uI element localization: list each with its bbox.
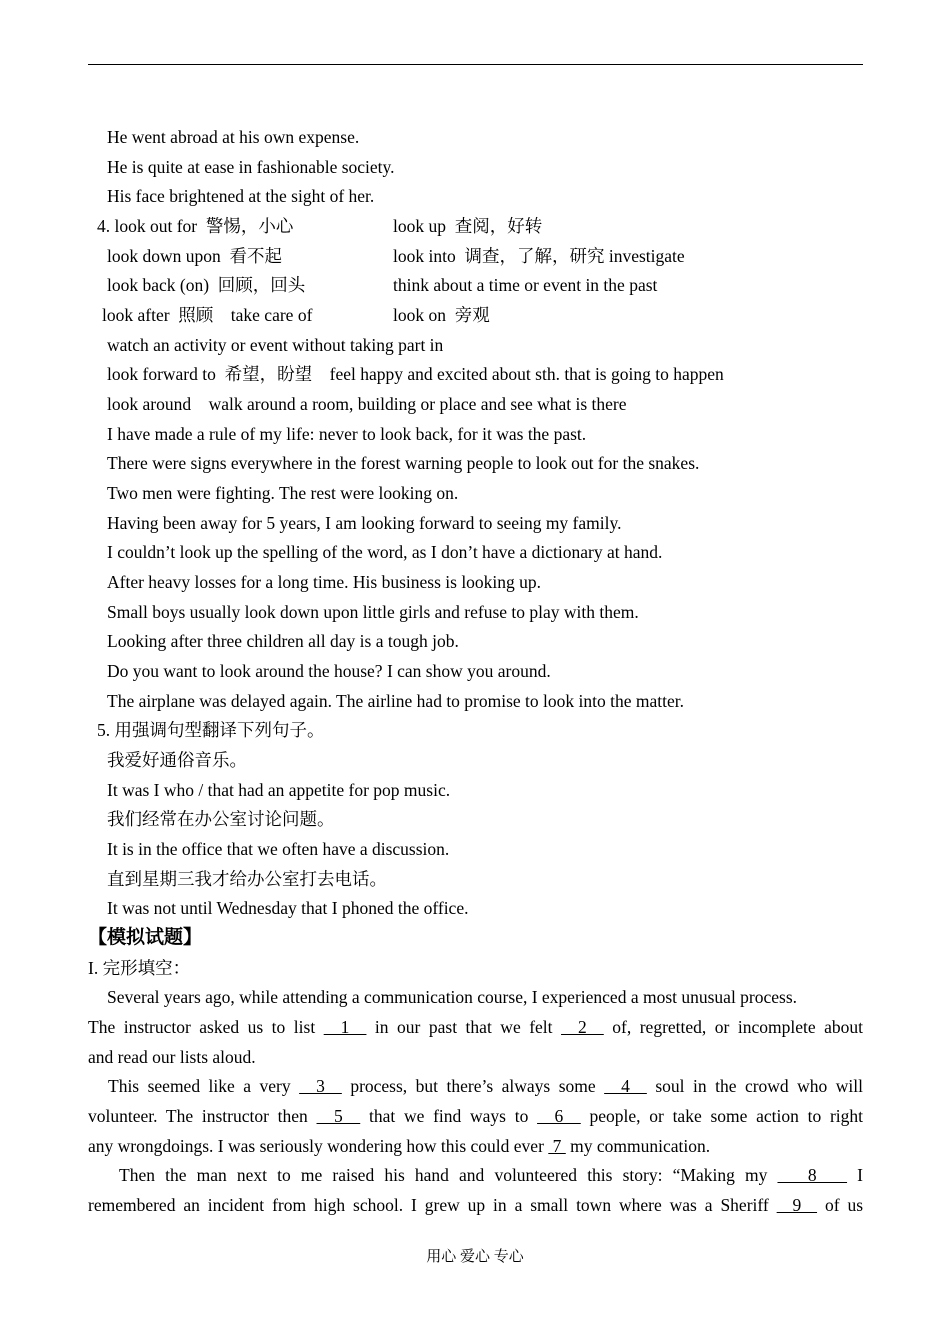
text-line: look back (on) 回顾，回头 <box>107 275 306 295</box>
text-line: look down upon 看不起 <box>107 246 282 266</box>
text-line: look after 照顾 take care of <box>102 305 313 325</box>
text-line: Two men were fighting. The rest were looking on. <box>107 483 459 503</box>
text-line: I couldn’t look up the spelling of the word, as I don’t have a dictionary at hand. <box>107 542 663 562</box>
cloze-blank-2: 2 <box>561 1017 604 1037</box>
cloze-blank-4: 4 <box>604 1076 647 1096</box>
text-line: look on 旁观 <box>393 305 490 325</box>
text-line: 5. 用强调句型翻译下列句子。 <box>97 720 325 740</box>
cloze-blank-9: 9 <box>776 1195 818 1215</box>
cloze-blank-7: 7 <box>548 1136 566 1156</box>
passage-line: volunteer. The instructor then 5 that we find ways to 6 people, or take some action to right <box>88 1106 864 1126</box>
header-rule <box>88 64 863 65</box>
text-line: 直到星期三我才给办公室打去电话。 <box>107 869 387 889</box>
text-line: Small boys usually look down upon little girls and refuse to play with them. <box>107 602 639 622</box>
passage-line: remembered an incident from high school. I grew up in a small town where was a Sheriff 9 of us <box>88 1195 864 1215</box>
section-heading: 【模拟试题】 <box>88 927 203 948</box>
cloze-blank-8: 8 <box>777 1165 848 1185</box>
passage-line: Then the man next to me raised his hand and volunteered this story: “Making my 8 I <box>119 1165 864 1185</box>
text-line: Do you want to look around the house? I can show you around. <box>107 661 551 681</box>
cloze-blank-6: 6 <box>537 1106 581 1126</box>
passage-line: any wrongdoings. I was seriously wondering how this could ever 7 my communication. <box>88 1136 711 1156</box>
text-line: He is quite at ease in fashionable society. <box>107 157 395 177</box>
text-line: It is in the office that we often have a discussion. <box>107 839 450 859</box>
page-footer: 用心 爱心 专心 <box>426 1249 524 1265</box>
text-line: The airplane was delayed again. The airline had to promise to look into the matter. <box>107 691 684 711</box>
text-line: look up 查阅，好转 <box>393 216 543 236</box>
text-line: After heavy losses for a long time. His business is looking up. <box>107 572 542 592</box>
passage-line: Several years ago, while attending a communication course, I experienced a most unusual process. <box>107 987 798 1007</box>
text-line: It was I who / that had an appetite for pop music. <box>107 780 451 800</box>
text-line: 4. look out for 警惕，小心 <box>97 216 294 236</box>
text-line: 我爱好通俗音乐。 <box>107 750 247 770</box>
cloze-blank-5: 5 <box>316 1106 361 1126</box>
text-line: Looking after three children all day is a tough job. <box>107 631 459 651</box>
text-line: look around walk around a room, building or place and see what is there <box>107 394 627 414</box>
cloze-title: I. 完形填空： <box>88 958 191 978</box>
text-line: think about a time or event in the past <box>393 275 658 295</box>
passage-line: This seemed like a very 3 process, but there’s always some 4 soul in the crowd who will <box>108 1076 864 1096</box>
text-line: I have made a rule of my life: never to look back, for it was the past. <box>107 424 587 444</box>
cloze-blank-1: 1 <box>323 1017 367 1037</box>
text-line: 我们经常在办公室讨论问题。 <box>107 809 335 829</box>
text-line: look into 调查，了解，研究 investigate <box>393 246 685 266</box>
text-line: watch an activity or event without taking part in <box>107 335 444 355</box>
text-line: He went abroad at his own expense. <box>107 127 360 147</box>
text-line: There were signs everywhere in the forest warning people to look out for the snakes. <box>107 453 700 473</box>
passage-line: The instructor asked us to list 1 in our past that we felt 2 of, regretted, or incomplete about <box>88 1017 863 1037</box>
text-line: It was not until Wednesday that I phoned the office. <box>107 898 469 918</box>
passage-line: and read our lists aloud. <box>88 1047 256 1067</box>
cloze-blank-3: 3 <box>299 1076 342 1096</box>
text-line: look forward to 希望，盼望 feel happy and excited about sth. that is going to happen <box>107 364 724 384</box>
text-line: Having been away for 5 years, I am looking forward to seeing my family. <box>107 513 622 533</box>
text-line: His face brightened at the sight of her. <box>107 186 375 206</box>
